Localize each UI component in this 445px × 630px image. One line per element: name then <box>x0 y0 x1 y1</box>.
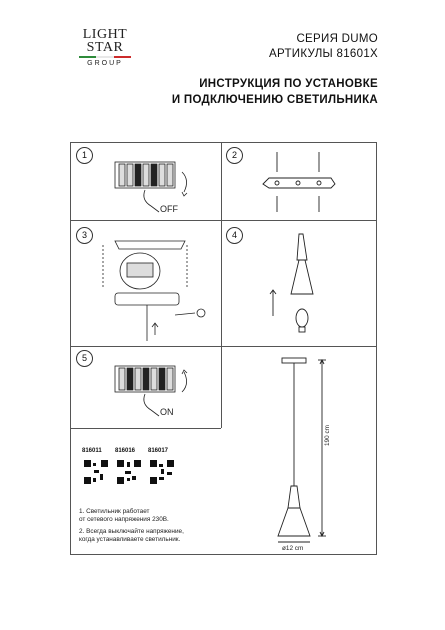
step-4-number: 4 <box>226 227 243 244</box>
step-4-shade-illustration <box>265 232 345 342</box>
logo-line3: GROUP <box>87 60 123 67</box>
step-1-off-label: OFF <box>160 204 178 214</box>
qr-code-1 <box>84 460 108 484</box>
height-dimension-label: 190 cm <box>324 425 331 446</box>
note-line-2: от сетевого напряжения 230В. <box>79 516 169 523</box>
grid-divider-vertical-lower <box>221 346 222 428</box>
product-code-1: 816011 <box>82 448 102 454</box>
step-5-number: 5 <box>76 350 93 367</box>
step-5-breaker-illustration <box>110 362 200 422</box>
step-3-wiring-illustration <box>95 235 215 345</box>
note-line-4: когда устанавливаете светильник. <box>79 536 181 543</box>
note-line-1: 1. Светильник работает <box>79 508 150 515</box>
logo-line1: LIGHT <box>82 27 128 42</box>
grid-divider-row1 <box>70 220 377 221</box>
pendant-lamp-drawing <box>270 356 340 546</box>
grid-divider-row2 <box>70 346 377 347</box>
logo-flag-rule <box>79 56 131 58</box>
logo-line2: STAR <box>86 40 124 55</box>
note-line-3: 2. Всегда выключайте напряжение, <box>79 528 184 535</box>
step-2-number: 2 <box>226 147 243 164</box>
grid-divider-row3 <box>70 428 221 429</box>
articles-label: АРТИКУЛЫ 81601X <box>269 48 378 60</box>
product-code-2: 816016 <box>115 448 136 454</box>
grid-divider-vertical <box>221 142 222 346</box>
step-5-on-label: ON <box>160 407 174 417</box>
instruction-title-line2: И ПОДКЛЮЧЕНИЮ СВЕТИЛЬНИКА <box>171 94 378 106</box>
diameter-dimension-label: ø12 cm <box>282 545 304 552</box>
qr-code-2 <box>117 460 141 484</box>
instruction-title-line1: ИНСТРУКЦИЯ ПО УСТАНОВКЕ <box>199 78 378 90</box>
brand-logo <box>79 28 131 67</box>
step-3-number: 3 <box>76 227 93 244</box>
step-1-number: 1 <box>76 147 93 164</box>
qr-code-3 <box>150 460 174 484</box>
step-2-bracket-illustration <box>255 150 345 218</box>
step-1-breaker-illustration <box>110 158 200 218</box>
series-label: СЕРИЯ DUMO <box>296 33 378 45</box>
product-code-3: 816017 <box>148 448 169 454</box>
